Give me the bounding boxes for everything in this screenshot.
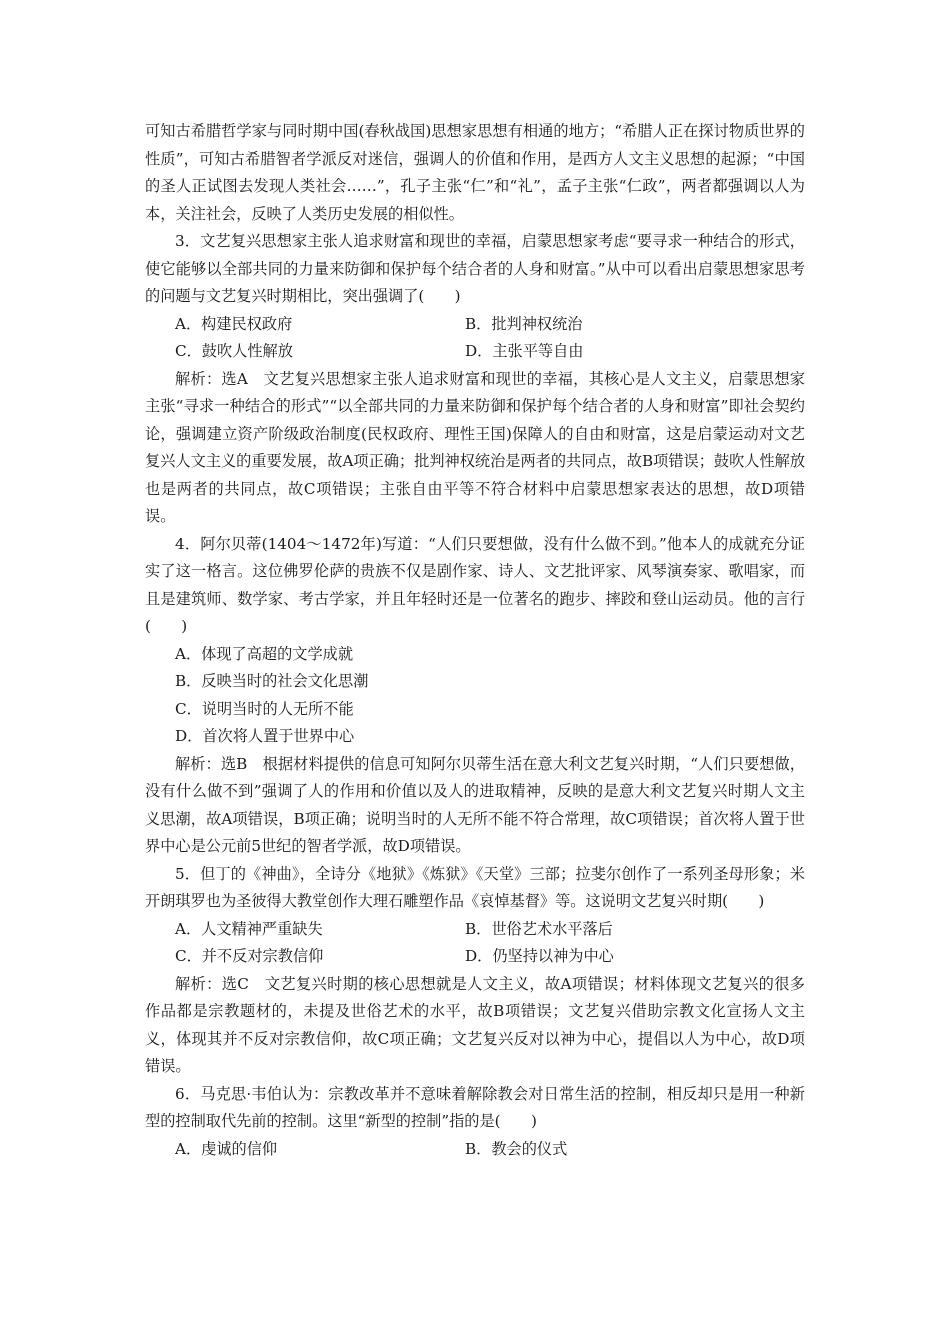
question-3-options-row-2 (145, 338, 805, 366)
option-a[interactable]: A．人文精神严重缺失 (175, 919, 323, 938)
question-4-analysis: 解析：选B 根据材料提供的信息可知阿尔贝蒂生活在意大利文艺复兴时期，“人们只要想做，没有什么做不到”强调了人的作用和价值以及人的进取精神，反映的是意大利文艺复兴时期人文主义思潮，故A项错误，B项正确；说明当时的人无所不能不符合常理，故C项错误；首次将人置于世界中心是公元前5世纪的智者学派，故D项错误。 (145, 754, 805, 855)
question-3-analysis: 解析：选A 文艺复兴思想家主张人追求财富和现世的幸福，其核心是人文主义，启蒙思想家主张“寻求一种结合的形式”“以全部共同的力量来防御和保护每个结合者的人身和财富”即社会契约论，强调建立资产阶级政治制度(民权政府、理性王国)保障人的自由和财富，这是启蒙运动对文艺复兴人文主义的重要发展，故A项正确；批判神权统治是两者的共同点，故B项错误；鼓吹人性解放也是两者的共同点，故C项错误；主张自由平等不符合材料中启蒙思想家表达的思想，故D项错误。 (145, 369, 806, 525)
question-3-options-row-1 (145, 311, 805, 339)
option-c[interactable]: C．鼓吹人性解放 (175, 342, 293, 360)
question-5-analysis: 解析：选C 文艺复兴时期的核心思想就是人文主义，故A项错误；材料体现文艺复兴的很多作品都是宗教题材的，未提及世俗艺术的水平，故B项错误；文艺复兴借助宗教文化宣扬人文主义，体现其并不反对宗教信仰，故C项正确；文艺复兴反对以神为中心，提倡以人为中心，故D项错误。 (145, 974, 805, 1075)
option-b[interactable]: B．世俗艺术水平落后 (465, 919, 613, 938)
option-b[interactable]: B．教会的仪式 (465, 1139, 568, 1158)
intro-analysis: 可知古希腊哲学家与同时期中国(春秋战国)思想家思想有相通的地方；“希腊人正在探讨物质世界的性质”，可知古希腊智者学派反对迷信，强调人的价值和作用，是西方人文主义思想的起源；“中国的圣人正试图去发现人类社会……”，孔子主张“仁”和“礼”，孟子主张“仁政”，两者都强调以人为本，关注社会，反映了人类历史发展的相似性。 (145, 122, 805, 223)
option-c[interactable]: C．说明当时的人无所不能 (175, 699, 354, 718)
option-b[interactable]: B．反映当时的社会文化思潮 (175, 672, 369, 690)
option-d[interactable]: D．首次将人置于世界中心 (175, 727, 355, 745)
option-a[interactable]: A．构建民权政府 (175, 314, 293, 333)
question-5-stem: 5．但丁的《神曲》，全诗分《地狱》《炼狱》《天堂》三部；拉斐尔创作了一系列圣母形象；米开朗琪罗也为圣彼得大教堂创作大理石雕塑作品《哀悼基督》等。这说明文艺复兴时期( ) (145, 864, 805, 910)
option-d[interactable]: D．仍坚持以神为中心 (465, 947, 614, 965)
question-5-options-row-1 (145, 916, 805, 944)
question-4-stem: 4．阿尔贝蒂(1404～1472年)写道：“人们只要想做，没有什么做不到。”他本人的成就充分证实了这一格言。这位佛罗伦萨的贵族不仅是剧作家、诗人、文艺批评家、风琴演奏家、歌唱家，而且是建筑师、数学家、考古学家，并且年轻时还是一位著名的跑步、摔跤和登山运动员。他的言行( ) (145, 534, 805, 635)
question-6-options-row-1 (145, 1136, 805, 1164)
document-page (145, 118, 805, 1163)
question-3-stem: 3．文艺复兴思想家主张人追求财富和现世的幸福，启蒙思想家考虑“要寻求一种结合的形式，使它能够以全部共同的力量来防御和保护每个结合者的人身和财富。”从中可以看出启蒙思想家思考的问题与文艺复兴时期相比，突出强调了( ) (145, 232, 805, 305)
option-c[interactable]: C．并不反对宗教信仰 (175, 947, 324, 965)
question-5-options-row-2 (145, 943, 805, 971)
option-a[interactable]: A．虔诚的信仰 (175, 1139, 278, 1158)
option-a[interactable]: A．体现了高超的文学成就 (175, 644, 354, 663)
option-b[interactable]: B．批判神权统治 (465, 314, 583, 333)
question-6-stem: 6．马克思·韦伯认为：宗教改革并不意味着解除教会对日常生活的控制，相反却只是用一种新型的控制取代先前的控制。这里“新型的控制”指的是( ) (145, 1084, 805, 1130)
option-d[interactable]: D．主张平等自由 (465, 342, 584, 360)
